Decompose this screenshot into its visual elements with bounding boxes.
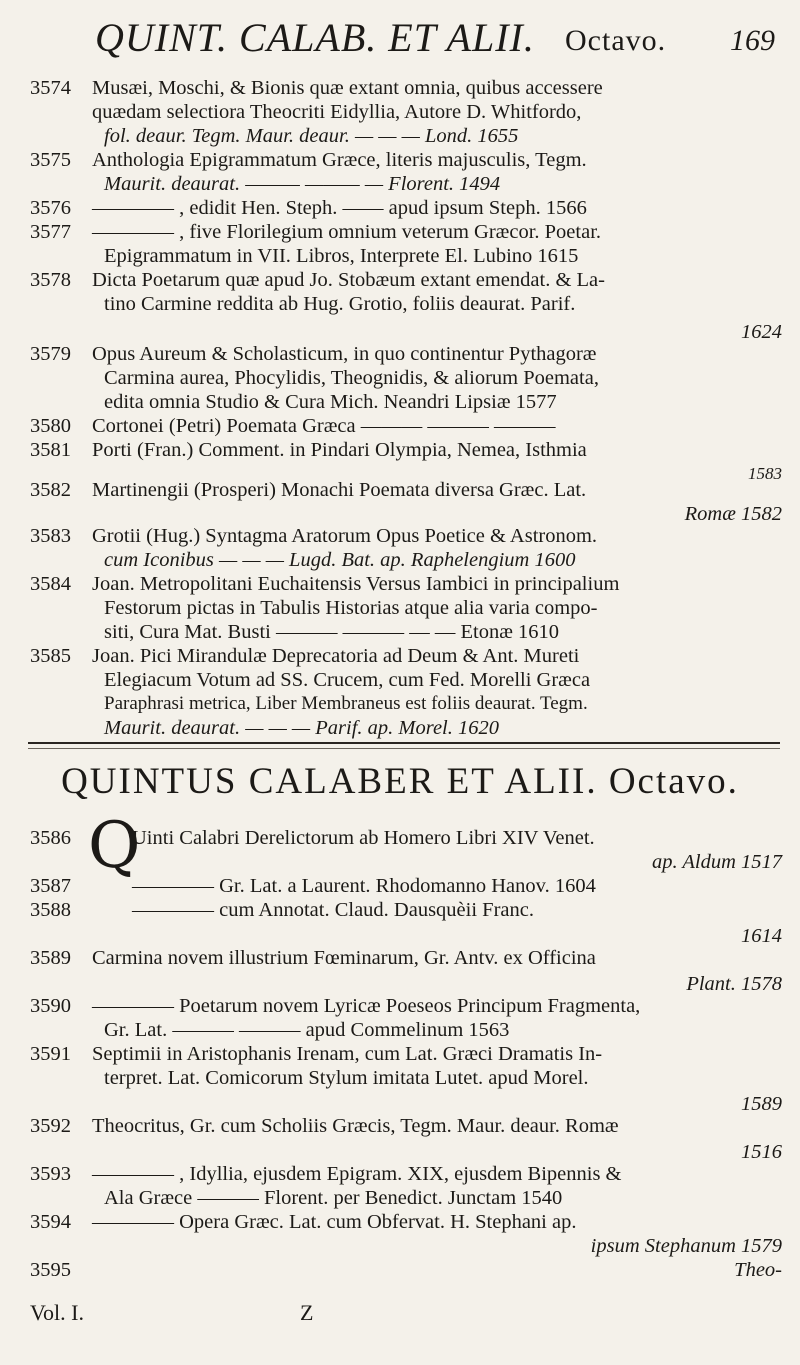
entry-line: Festorum pictas in Tabulis Historias atque alia varia compo-	[104, 597, 598, 619]
entry-line: Theo-	[734, 1259, 782, 1281]
entry-line: Theocritus, Gr. cum Scholiis Græcis, Tegm. Maur. deaur. Romæ	[92, 1115, 619, 1137]
entry-line: ———— , five Florilegium omnium veterum Græcor. Poetar.	[92, 221, 602, 243]
entry-line: 1589	[741, 1093, 782, 1115]
entry-line: ———— Opera Græc. Lat. cum Obfervat. H. Stephani ap.	[92, 1211, 577, 1233]
entry-line: siti, Cura Mat. Busti ——— ——— — — Etonæ 1610	[104, 621, 559, 643]
entry-line: 1624	[741, 321, 782, 343]
entry-number: 3578	[30, 269, 71, 291]
entry-number: 3592	[30, 1115, 71, 1137]
entry-line: ap. Aldum 1517	[651, 851, 782, 873]
entry-line: Maurit. deaurat. ——— ——— — Florent. 1494	[104, 173, 501, 195]
entry-line: 1583	[748, 464, 782, 483]
entry-number: 3582	[30, 479, 71, 501]
entry-number: 3589	[30, 947, 71, 969]
footer-signature: Z	[300, 1300, 314, 1325]
entry-number: 3593	[30, 1163, 71, 1185]
entry-line: ———— , Idyllia, ejusdem Epigram. XIX, ejusdem Bipennis &	[92, 1163, 622, 1185]
entry-number: 3588	[30, 899, 71, 921]
entry-line: ———— Gr. Lat. a Laurent. Rhodomanno Hanov. 1604	[132, 875, 596, 897]
entry-line: Maurit. deaurat. — — — Parif. ap. Morel. 1620	[104, 717, 500, 739]
entry-number: 3581	[30, 439, 71, 461]
drop-cap-q: Q	[88, 809, 141, 883]
entry-line: Epigrammatum in VII. Libros, Interprete El. Lubino 1615	[104, 245, 579, 267]
divider-rule	[28, 748, 780, 749]
entry-number: 3576	[30, 197, 71, 219]
divider-rule	[28, 742, 780, 744]
entry-line: Romæ 1582	[684, 503, 782, 525]
entry-line: tino Carmine reddita ab Hug. Grotio, foliis deaurat. Parif.	[104, 293, 576, 315]
entry-line: 1614	[741, 925, 782, 947]
running-head-format: Octavo.	[565, 24, 667, 57]
entry-line: ———— Poetarum novem Lyricæ Poeseos Principum Fragmenta,	[92, 995, 641, 1017]
entry-number: 3579	[30, 343, 71, 365]
entry-line: Anthologia Epigrammatum Græce, literis majusculis, Tegm.	[92, 149, 587, 171]
footer-volume: Vol. I.	[30, 1300, 84, 1325]
entry-line: Elegiacum Votum ad SS. Crucem, cum Fed. Morelli Græca	[104, 669, 591, 691]
entry-line: cum Iconibus — — — Lugd. Bat. ap. Raphelengium 1600	[104, 549, 576, 571]
entry-number: 3594	[30, 1211, 71, 1233]
entry-line: ———— cum Annotat. Claud. Dausquèii Franc.	[132, 899, 534, 921]
page-number: 169	[730, 24, 775, 57]
entry-line: Septimii in Aristophanis Irenam, cum Lat. Græci Dramatis In-	[92, 1043, 603, 1065]
section-heading: QUINTUS CALABER ET ALII. Octavo.	[61, 761, 739, 802]
entry-number: 3583	[30, 525, 71, 547]
entry-number: 3580	[30, 415, 71, 437]
entry-number: 3586	[30, 827, 71, 849]
entry-line: quædam selectiora Theocriti Eidyllia, Autore D. Whitfordo,	[92, 101, 582, 123]
entry-number: 3590	[30, 995, 71, 1017]
entry-line: Carmina novem illustrium Fœminarum, Gr. Antv. ex Officina	[92, 947, 596, 969]
entry-line: Joan. Pici Mirandulæ Deprecatoria ad Deum & Ant. Mureti	[92, 645, 580, 667]
entry-line: Paraphrasi metrica, Liber Membraneus est foliis deaurat. Tegm.	[104, 693, 588, 714]
entry-line: Ala Græce ——— Florent. per Benedict. Junctam 1540	[104, 1187, 563, 1209]
entry-line: Carmina aurea, Phocylidis, Theognidis, & aliorum Poemata,	[104, 367, 599, 389]
entry-line: 1516	[741, 1141, 782, 1163]
entry-number: 3591	[30, 1043, 71, 1065]
entry-number: 3577	[30, 221, 71, 243]
entry-line: Grotii (Hug.) Syntagma Aratorum Opus Poetice & Astronom.	[92, 525, 598, 547]
entry-line: Opus Aureum & Scholasticum, in quo continentur Pythagoræ	[92, 343, 597, 365]
entry-line: Uinti Calabri Derelictorum ab Homero Libri XIV Venet.	[132, 827, 595, 849]
running-head	[95, 14, 775, 74]
entry-line: Martinengii (Prosperi) Monachi Poemata diversa Græc. Lat.	[92, 479, 587, 501]
entry-number: 3595	[30, 1259, 71, 1281]
entry-line: ———— , edidit Hen. Steph. —— apud ipsum Steph. 1566	[92, 197, 587, 219]
running-head-title: QUINT. CALAB. ET ALII.	[95, 15, 535, 60]
entry-line: Plant. 1578	[686, 973, 782, 995]
entry-line: Dicta Poetarum quæ apud Jo. Stobæum extant emendat. & La-	[92, 269, 605, 291]
entry-line: Joan. Metropolitani Euchaitensis Versus Iambici in principalium	[92, 573, 620, 595]
entry-number: 3574	[30, 77, 71, 99]
entry-number: 3584	[30, 573, 71, 595]
entry-line: terpret. Lat. Comicorum Stylum imitata Lutet. apud Morel.	[104, 1067, 589, 1089]
entry-line: fol. deaur. Tegm. Maur. deaur. — — — Lond. 1655	[104, 125, 519, 147]
entry-line: Cortonei (Petri) Poemata Græca ——— ——— ———	[92, 415, 556, 437]
entry-number: 3575	[30, 149, 71, 171]
entry-line: ipsum Stephanum 1579	[590, 1235, 782, 1257]
entry-line: Gr. Lat. ——— ——— apud Commelinum 1563	[104, 1019, 510, 1041]
entry-number: 3585	[30, 645, 71, 667]
entry-line: Musæi, Moschi, & Bionis quæ extant omnia, quibus accessere	[92, 77, 603, 99]
entry-line: edita omnia Studio & Cura Mich. Neandri Lipsiæ 1577	[104, 391, 557, 413]
entry-number: 3587	[30, 875, 71, 897]
entry-line: Porti (Fran.) Comment. in Pindari Olympia, Nemea, Isthmia	[92, 439, 587, 461]
